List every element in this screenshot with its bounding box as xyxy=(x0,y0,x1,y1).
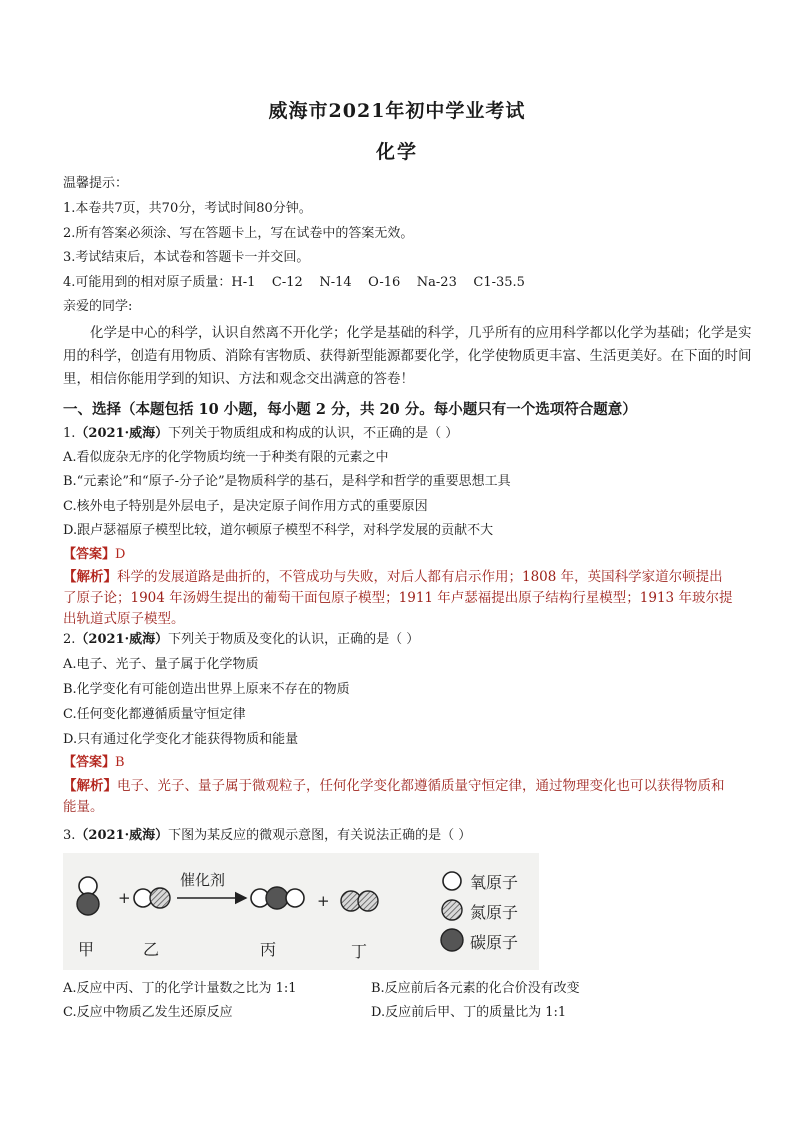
analysis-text: 科学的发展道路是曲折的，不管成功与失败，对后人都有启示作用；1808 年，英国科学家道尔顿提出了原子论；1904 年汤姆生提出的葡萄干面包原子模型；1911 年卢瑟福提出原子结构行星模型；1913 年玻尔提出轨道式原子模型。 xyxy=(63,569,733,627)
label-bing: 丙 xyxy=(260,940,277,959)
answer-label: 【答案】 xyxy=(63,547,116,562)
answer-line xyxy=(63,545,125,565)
carbon-atom xyxy=(77,893,99,915)
option: B.化学变化有可能创造出世界上原来不存在的物质 xyxy=(63,682,350,697)
option: C.反应中物质乙发生还原反应 xyxy=(63,1005,233,1020)
analysis-block xyxy=(63,776,735,818)
question-stem: 下图为某反应的微观示意图，有关说法正确的是（ ） xyxy=(168,828,472,843)
legend-oxygen-icon xyxy=(443,872,461,890)
oxygen-atom xyxy=(79,877,97,895)
molecule-jia xyxy=(77,877,99,915)
nitrogen-atom xyxy=(358,891,378,911)
question-3 xyxy=(63,826,471,846)
option: A.看似庞杂无序的化学物质均统一于种类有限的元素之中 xyxy=(63,450,389,465)
question-1 xyxy=(63,424,458,444)
option: B.反应前后各元素的化合价没有改变 xyxy=(371,981,580,996)
question-source: （2021·威海） xyxy=(75,632,169,647)
page-title: 威海市2021年初中学业考试 xyxy=(268,100,526,122)
option: D.反应前后甲、丁的质量比为 1:1 xyxy=(371,1005,567,1020)
answer-label: 【答案】 xyxy=(63,755,116,770)
analysis-label: 【解析】 xyxy=(63,778,117,794)
question-number: 1. xyxy=(63,426,76,441)
legend-carbon-icon xyxy=(441,929,463,951)
legend-carbon-label: 碳原子 xyxy=(470,933,519,952)
tips-heading: 温馨提示： xyxy=(63,176,129,191)
plus-sign: + xyxy=(118,889,131,907)
answer-value: D xyxy=(115,547,126,562)
option: D.只有通过化学变化才能获得物质和能量 xyxy=(63,732,299,747)
legend-nitrogen-label: 氮原子 xyxy=(470,903,519,922)
molecule-bing xyxy=(251,887,304,909)
tip-item: 1.本卷共7页，共70分，考试时间80分钟。 xyxy=(63,201,312,216)
label-yi: 乙 xyxy=(143,940,160,959)
question-source: （2021·威海） xyxy=(75,426,169,441)
intro-paragraph: 化学是中心的科学，认识自然离不开化学；化学是基础的科学，几乎所有的应用科学都以化学为基础；化学是实用的科学，创造有用物质、消除有害物质、获得新型能源都要化学，化学使物质更丰富、生活更美好。在下面的时间里，相信你能用学到的知识、方法和观念交出满意的答卷！ xyxy=(63,325,752,387)
carbon-atom xyxy=(266,887,288,909)
subject-title: 化学 xyxy=(375,141,418,163)
label-ding: 丁 xyxy=(351,942,368,961)
tip-item: 4.可能用到的相对原子质量：H-1 C-12 N-14 O-16 Na-23 C1-35.5 xyxy=(63,275,525,290)
answer-line xyxy=(63,753,125,773)
legend-nitrogen-icon xyxy=(442,900,462,920)
greeting: 亲爱的同学: xyxy=(63,299,133,314)
question-2 xyxy=(63,630,419,650)
option: C.核外电子特别是外层电子，是决定原子间作用方式的重要原因 xyxy=(63,499,428,514)
section-heading: 一、选择（本题包括 10 小题，每小题 2 分，共 20 分。每小题只有一个选项符合题意） xyxy=(63,401,637,418)
option: A.电子、光子、量子属于化学物质 xyxy=(63,657,259,672)
question-stem: 下列关于物质及变化的认识，正确的是（ ） xyxy=(168,632,420,647)
analysis-text: 电子、光子、量子属于微观粒子，任何化学变化都遵循质量守恒定律，通过物理变化也可以获得物质和能量。 xyxy=(63,778,725,815)
answer-value: B xyxy=(115,755,125,770)
label-jia: 甲 xyxy=(78,940,95,959)
question-source: （2021·威海） xyxy=(75,828,169,843)
molecule-ding xyxy=(341,891,378,911)
legend-oxygen-label: 氧原子 xyxy=(470,873,519,892)
reaction-diagram-svg xyxy=(63,853,539,970)
option: A.反应中丙、丁的化学计量数之比为 1:1 xyxy=(63,981,297,996)
option: D.跟卢瑟福原子模型比较，道尔顿原子模型不科学，对科学发展的贡献不大 xyxy=(63,523,494,538)
tip-item: 2.所有答案必须涂、写在答题卡上，写在试卷中的答案无效。 xyxy=(63,226,414,241)
tip-item: 3.考试结束后，本试卷和答题卡一并交回。 xyxy=(63,250,310,265)
analysis-block xyxy=(63,567,735,630)
nitrogen-atom xyxy=(150,888,170,908)
reaction-diagram xyxy=(63,853,539,970)
oxygen-atom xyxy=(286,889,304,907)
option: B.“元素论”和“原子-分子论”是物质科学的基石，是科学和哲学的重要思想工具 xyxy=(63,474,511,489)
molecule-yi xyxy=(134,888,170,908)
plus-sign: + xyxy=(317,892,330,910)
catalyst-label: 催化剂 xyxy=(180,871,226,889)
option: C.任何变化都遵循质量守恒定律 xyxy=(63,707,246,722)
question-stem: 下列关于物质组成和构成的认识，不正确的是（ ） xyxy=(168,426,459,441)
analysis-label: 【解析】 xyxy=(63,569,117,585)
question-number: 2. xyxy=(63,632,76,647)
question-number: 3. xyxy=(63,828,76,843)
